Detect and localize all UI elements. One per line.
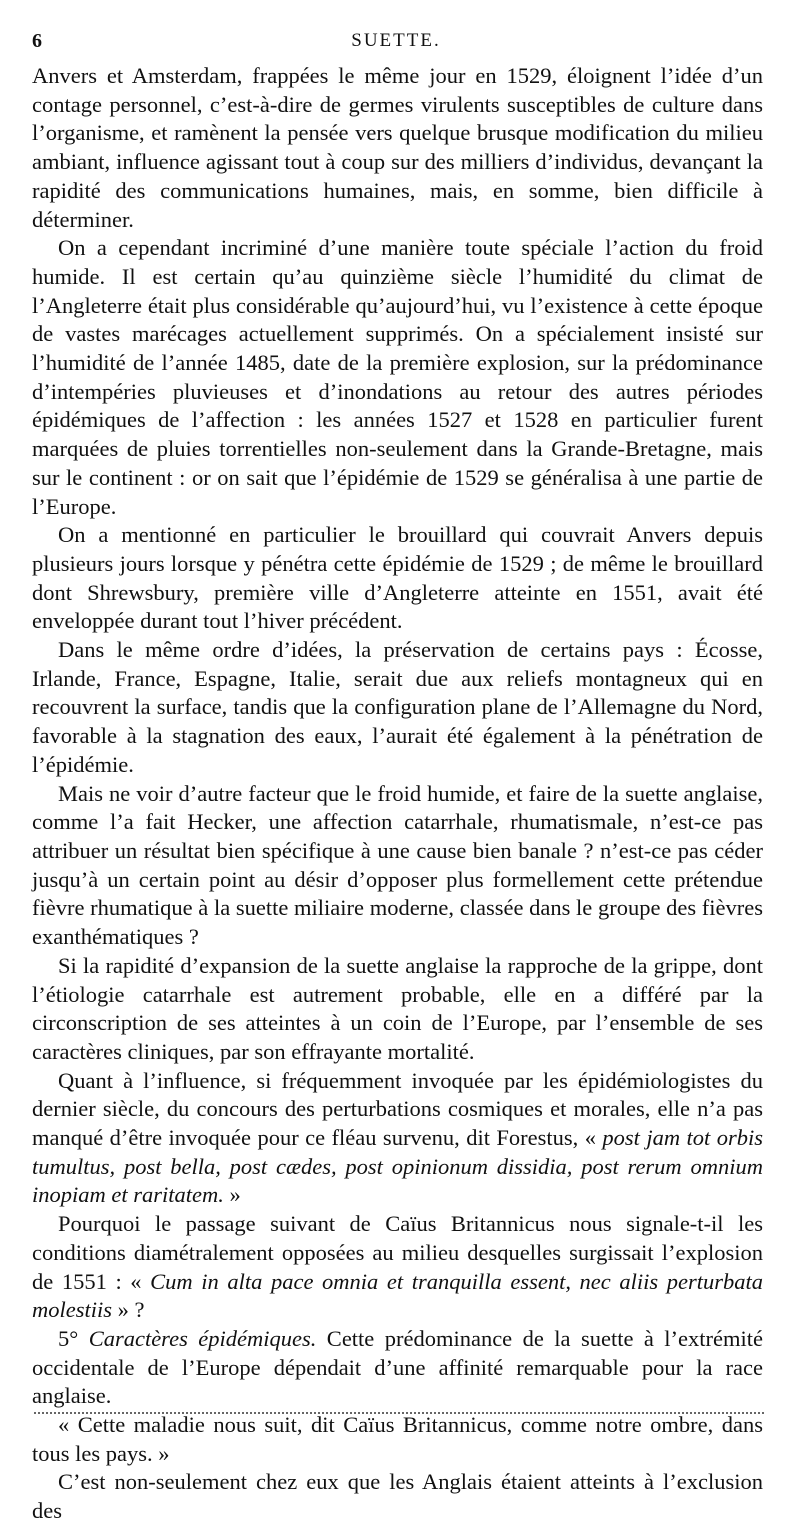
paragraph	[32, 1411, 763, 1468]
paragraph	[32, 62, 763, 234]
text-run: « Cette maladie nous suit, dit Caïus Britannicus, comme notre ombre, dans tous les pays. »	[32, 1412, 763, 1466]
text-run: On a cependant incriminé d’une manière toute spéciale l’action du froid humide. Il est certain qu’au quinzième siècle l’humidité du climat de l’Angleterre était plus considérable qu’aujourd’hui, vu l’existence à cette époque de vastes marécages actuellement supprimés. On a spécialement insisté sur l’humidité de l’année 1485, date de la première explosion, sur la prédominance d’intempéries pluvieuses et d’inondations au retour des autres périodes épidémiques de l’affection : les années 1527 et 1528 en particulier furent marquées de pluies torrentielles non-seulement dans la Grande-Bretagne, mais sur le continent : or on sait que l’épidémie de 1529 se généralisa à une partie de l’Europe.	[32, 235, 763, 519]
text-run: Pourquoi le passage suivant de Caïus Britannicus nous signale-t-il les conditions diamétralement opposées au milieu desquelles surgissait l’explosion de 1551 : «	[32, 1211, 763, 1294]
text-run: Cette prédominance de la suette à l’extrémité occidentale de l’Europe dépendait d’une affinité remarquable pour la race anglaise.	[32, 1325, 763, 1409]
paragraph	[32, 521, 763, 636]
italic-quote: Cum in alta pace omnia et tranquilla essent, nec aliis perturbata molestiis	[32, 1268, 763, 1323]
text-run: 5°	[58, 1325, 89, 1351]
text-run: » ?	[112, 1297, 145, 1323]
text-run: Si la rapidité d’expansion de la suette anglaise la rapproche de la grippe, dont l’étiologie catarrhale est autrement probable, elle en a différé par la circonscription de ses atteintes à un coin de l’Europe, par l’ensemble de ses caractères cliniques, par son effrayante mortalité.	[32, 952, 763, 1064]
page-header	[32, 30, 760, 56]
body-text	[32, 62, 763, 1526]
footer-dotted-rule	[34, 1412, 764, 1414]
paragraph	[32, 1325, 763, 1411]
text-run: Dans le même ordre d’idées, la préservation de certains pays : Écosse, Irlande, France, Espagne, Italie, serait due aux reliefs montagneux qui en recouvrent la surface, tandis que la configuration plane de l’Allemagne du Nord, favorable à la stagnation des eaux, l’aurait été également à la pénétration de l’épidémie.	[32, 637, 763, 777]
paragraph	[32, 1067, 763, 1211]
text-run: Quant à l’influence, si fréquemment invoquée par les épidémiologistes du dernier siècle, du concours des perturbations cosmiques et morales, elle n’a pas manqué d’être invoquée pour ce fléau survenu, dit Forestus, «	[32, 1067, 763, 1151]
text-run: C’est non-seulement chez eux que les Anglais étaient atteints à l’exclusion des	[32, 1469, 763, 1524]
text-run: »	[223, 1182, 241, 1208]
paragraph	[32, 780, 763, 952]
text-run: Anvers et Amsterdam, frappées le même jour en 1529, éloignent l’idée d’un contage personnel, c’est-à-dire de germes virulents susceptibles de culture dans l’organisme, et ramènent la pensée vers quelque brusque modification du milieu ambiant, influence agissant tout à coup sur des milliers d’individus, devançant la rapidité des communications humaines, mais, en somme, bien difficile à déterminer.	[32, 63, 763, 232]
page-number: 6	[32, 30, 42, 52]
text-run: On a mentionné en particulier le brouillard qui couvrait Anvers depuis plusieurs jours lorsque y pénétra cette épidémie de 1529 ; de même le brouillard dont Shrewsbury, première ville d’Angleterre atteinte en 1551, avait été enveloppée durant tout l’hiver précédent.	[32, 522, 763, 634]
italic-quote: post jam tot orbis tumultus, post bella, post cædes, post opinionum dissidia, post rerum omnium inopiam et raritatem.	[32, 1125, 763, 1208]
paragraph	[32, 636, 763, 780]
paragraph	[32, 1210, 763, 1325]
italic-quote: Caractères épidémiques.	[88, 1325, 317, 1351]
running-title: SUETTE.	[351, 30, 441, 51]
paragraph	[32, 952, 763, 1067]
paragraph	[32, 234, 763, 521]
text-run: Mais ne voir d’autre facteur que le froid humide, et faire de la suette anglaise, comme l’a fait Hecker, une affection catarrhale, rhumatismale, n’est-ce pas attribuer un résultat bien spécifique à une cause bien banale ? n’est-ce pas céder jusqu’à un certain point au désir d’opposer plus formellement cette prétendue fièvre rhumatique à la suette miliaire moderne, classée dans le groupe des fièvres exanthématiques ?	[32, 780, 763, 950]
paragraph	[32, 1468, 763, 1525]
